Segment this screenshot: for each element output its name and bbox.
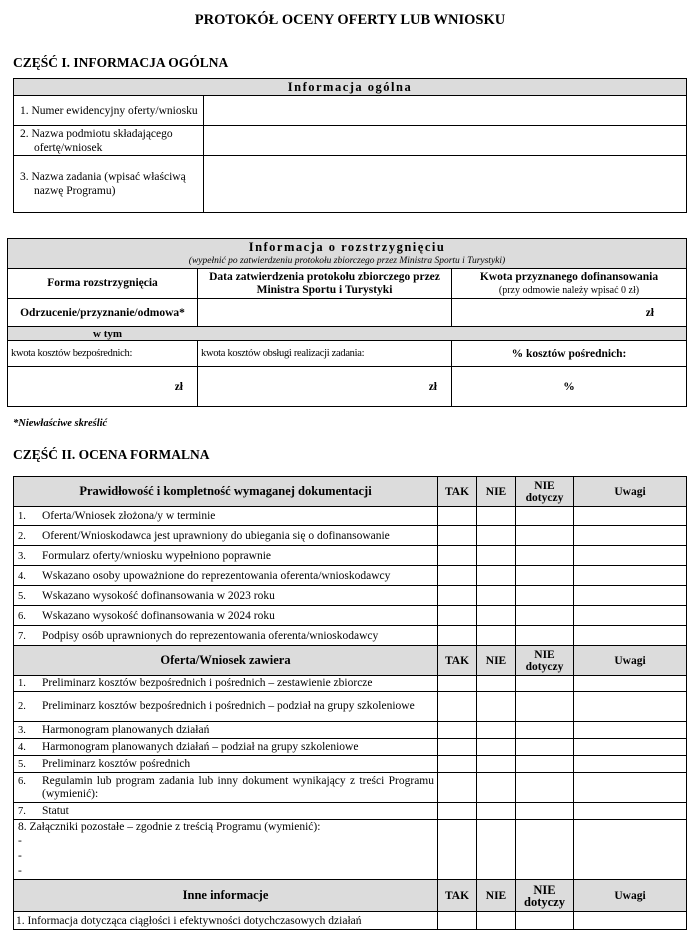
check-yes[interactable]	[438, 586, 477, 606]
col-not-applicable: NIE dotyczy	[516, 646, 574, 676]
check-na[interactable]	[516, 692, 574, 722]
col-no: NIE	[477, 477, 516, 507]
check-yes[interactable]	[438, 606, 477, 626]
col-decision-form: Forma rozstrzygnięcia	[8, 269, 198, 299]
check-no[interactable]	[477, 820, 516, 880]
check-no[interactable]	[477, 803, 516, 820]
col-notes: Uwagi	[574, 880, 687, 912]
check-no[interactable]	[477, 586, 516, 606]
check-no[interactable]	[477, 756, 516, 773]
check-yes[interactable]	[438, 756, 477, 773]
notes-field[interactable]	[574, 586, 687, 606]
notes-field[interactable]	[574, 546, 687, 566]
table-row: 6. Regulamin lub program zadania lub inny dokument wynikający z treści Programu (wymienić):	[14, 773, 687, 803]
service-costs-label: kwota kosztów obsługi realizacji zadania:	[198, 341, 452, 367]
check-yes[interactable]	[438, 722, 477, 739]
check-no[interactable]	[477, 507, 516, 526]
col-no: NIE	[477, 880, 516, 912]
table-row: 1. Oferta/Wniosek złożona/y w terminie	[14, 507, 687, 526]
granted-amount-label: Kwota przyznanego dofinansowania	[479, 270, 659, 283]
check-na[interactable]	[516, 566, 574, 586]
decision-note: (wypełnić po zatwierdzeniu protokołu zbiorczego przez Ministra Sportu i Turystyki)	[188, 256, 506, 266]
check-yes[interactable]	[438, 676, 477, 692]
col-notes: Uwagi	[574, 477, 687, 507]
part2-heading: CZĘŚĆ II. OCENA FORMALNA	[13, 447, 210, 462]
check-na[interactable]	[516, 507, 574, 526]
table-row: 5. Preliminarz kosztów pośrednich	[14, 756, 687, 773]
check-na[interactable]	[516, 820, 574, 880]
footnote: *Niewłaściwe skreślić	[13, 418, 108, 429]
decision-header	[8, 239, 687, 269]
check-na[interactable]	[516, 676, 574, 692]
check-na[interactable]	[516, 739, 574, 756]
check-yes[interactable]	[438, 692, 477, 722]
formal-assessment-table	[13, 476, 687, 930]
notes-field[interactable]	[574, 739, 687, 756]
approval-date-field[interactable]	[198, 299, 452, 327]
attachment-line[interactable]: -	[18, 850, 22, 862]
check-no[interactable]	[477, 566, 516, 586]
check-yes[interactable]	[438, 566, 477, 586]
attachments-label: 8. Załączniki pozostałe – zgodnie z treścią Programu (wymienić):	[18, 821, 321, 833]
check-na[interactable]	[516, 546, 574, 566]
indirect-costs-label: % kosztów pośrednich:	[452, 341, 687, 367]
table-row: 4. Harmonogram planowanych działań – podział na grupy szkoleniowe	[14, 739, 687, 756]
check-no[interactable]	[477, 546, 516, 566]
table-row: 1. Informacja dotycząca ciągłości i efektywności dotychczasowych działań	[14, 912, 687, 930]
check-yes[interactable]	[438, 773, 477, 803]
check-yes[interactable]	[438, 820, 477, 880]
currency-label: zł	[174, 380, 183, 393]
granted-amount-note: (przy odmowie należy wpisać 0 zł)	[498, 284, 640, 296]
check-na[interactable]	[516, 606, 574, 626]
check-no[interactable]	[477, 676, 516, 692]
check-yes[interactable]	[438, 803, 477, 820]
check-na[interactable]	[516, 626, 574, 646]
percent-label: %	[563, 380, 575, 393]
col-yes: TAK	[438, 646, 477, 676]
decision-title: Informacja o rozstrzygnięciu	[248, 240, 446, 254]
check-no[interactable]	[477, 722, 516, 739]
group3-title: Inne informacje	[14, 880, 438, 912]
table-row: 1. Preliminarz kosztów bezpośrednich i pośrednich – zestawienie zbiorcze	[14, 676, 687, 692]
attachment-line[interactable]: -	[18, 865, 22, 877]
group2-title: Oferta/Wniosek zawiera	[14, 646, 438, 676]
notes-field[interactable]	[574, 676, 687, 692]
granted-amount-field[interactable]	[452, 299, 687, 327]
check-na[interactable]	[516, 773, 574, 803]
table-row: 3. Harmonogram planowanych działań	[14, 722, 687, 739]
col-granted-amount	[452, 269, 687, 299]
page-title: PROTOKÓŁ OCENY OFERTY LUB WNIOSKU	[194, 12, 506, 28]
row-label-task-name: 3. Nazwa zadania (wpisać właściwą nazwę Programu)	[14, 156, 204, 213]
indirect-costs-field[interactable]	[452, 367, 687, 407]
check-na[interactable]	[516, 526, 574, 546]
check-no[interactable]	[477, 606, 516, 626]
col-notes: Uwagi	[574, 646, 687, 676]
table-row: 7. Statut	[14, 803, 687, 820]
check-yes[interactable]	[438, 526, 477, 546]
check-yes[interactable]	[438, 546, 477, 566]
check-yes[interactable]	[438, 507, 477, 526]
check-na[interactable]	[516, 756, 574, 773]
table-row: 3. Formularz oferty/wniosku wypełniono poprawnie	[14, 546, 687, 566]
direct-costs-label: kwota kosztów bezpośrednich:	[8, 341, 198, 367]
check-yes[interactable]	[438, 739, 477, 756]
notes-field[interactable]	[574, 526, 687, 546]
table-row: 2. Preliminarz kosztów bezpośrednich i pośrednich – podział na grupy szkoleniowe	[14, 692, 687, 722]
direct-costs-field[interactable]	[8, 367, 198, 407]
general-info-table	[13, 78, 687, 213]
notes-field[interactable]	[574, 566, 687, 586]
row-label-record-number: 1. Numer ewidencyjny oferty/wniosku	[14, 96, 204, 126]
attachment-line[interactable]: -	[18, 835, 22, 847]
table-row: 7. Podpisy osób uprawnionych do reprezentowania oferenta/wnioskodawcy	[14, 626, 687, 646]
check-yes[interactable]	[438, 626, 477, 646]
check-no[interactable]	[477, 526, 516, 546]
notes-field[interactable]	[574, 507, 687, 526]
check-no[interactable]	[477, 773, 516, 803]
notes-field[interactable]	[574, 756, 687, 773]
decision-options[interactable]: Odrzucenie/przyznanie/odmowa*	[8, 299, 198, 327]
check-no[interactable]	[477, 626, 516, 646]
table-row: 2. Oferent/Wnioskodawca jest uprawniony do ubiegania się o dofinansowanie	[14, 526, 687, 546]
currency-label: zł	[645, 306, 654, 319]
notes-field[interactable]	[574, 820, 687, 880]
notes-field[interactable]	[574, 692, 687, 722]
notes-field[interactable]	[574, 803, 687, 820]
service-costs-field[interactable]	[198, 367, 452, 407]
check-na[interactable]	[516, 722, 574, 739]
in-which-label: w tym	[8, 327, 687, 341]
col-not-applicable: NIE dotyczy	[516, 880, 574, 912]
record-number-field[interactable]	[204, 96, 687, 126]
col-approval-date: Data zatwierdzenia protokołu zbiorczego przez Ministra Sportu i Turystyki	[198, 269, 452, 299]
check-no[interactable]	[477, 692, 516, 722]
check-na[interactable]	[516, 586, 574, 606]
col-yes: TAK	[438, 880, 477, 912]
notes-field[interactable]	[574, 722, 687, 739]
table-row	[14, 820, 687, 880]
part1-heading: CZĘŚĆ I. INFORMACJA OGÓLNA	[13, 55, 229, 70]
task-name-field[interactable]	[204, 156, 687, 213]
notes-field[interactable]	[574, 626, 687, 646]
table-row: 5. Wskazano wysokość dofinansowania w 2023 roku	[14, 586, 687, 606]
table-row: 4. Wskazano osoby upoważnione do reprezentowania oferenta/wnioskodawcy	[14, 566, 687, 586]
currency-label: zł	[428, 380, 437, 393]
col-not-applicable: NIE dotyczy	[516, 477, 574, 507]
row-label-entity-name: 2. Nazwa podmiotu składającego ofertę/wniosek	[14, 126, 204, 156]
group1-title: Prawidłowość i kompletność wymaganej dokumentacji	[14, 477, 438, 507]
check-na[interactable]	[516, 803, 574, 820]
notes-field[interactable]	[574, 773, 687, 803]
table-row: 6. Wskazano wysokość dofinansowania w 2024 roku	[14, 606, 687, 626]
col-no: NIE	[477, 646, 516, 676]
decision-table	[7, 238, 687, 407]
col-yes: TAK	[438, 477, 477, 507]
notes-field[interactable]	[574, 606, 687, 626]
entity-name-field[interactable]	[204, 126, 687, 156]
check-no[interactable]	[477, 739, 516, 756]
general-info-header: Informacja ogólna	[14, 79, 687, 96]
